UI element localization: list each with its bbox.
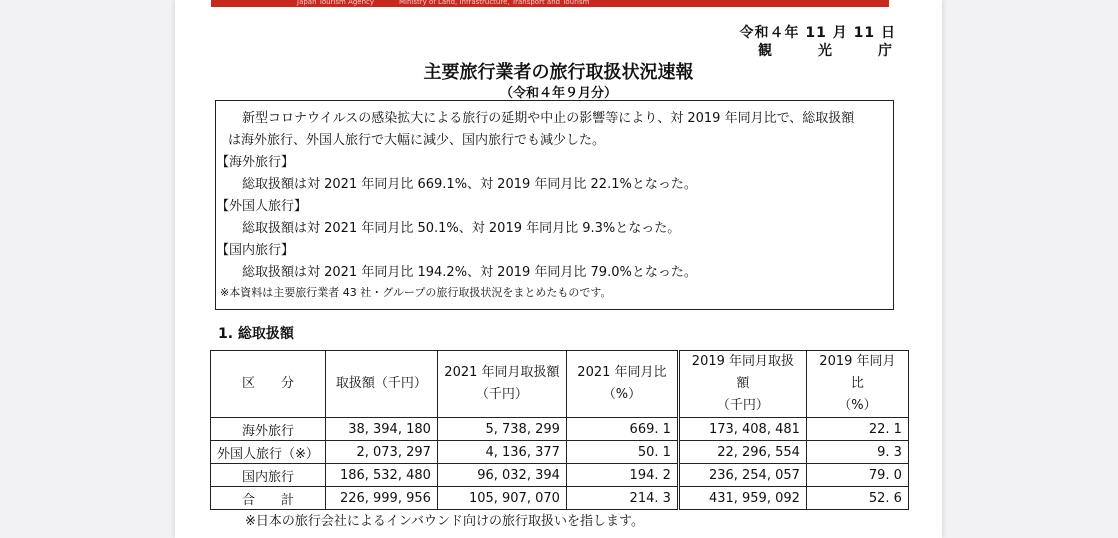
- cell-2021-ratio: 50. 1: [566, 441, 678, 464]
- summary-note: ※本資料は主要旅行業者 43 社・グループの旅行取扱状況をまとめたものです。: [220, 286, 612, 299]
- cell-2021-ratio: 669. 1: [566, 418, 678, 441]
- section-title: 1. 総取扱額: [218, 326, 294, 342]
- foreign-text: 総取扱額は対 2021 年同月比 50.1%、対 2019 年同月比 9.3%となった。: [242, 221, 681, 236]
- cell-2021-amount: 105, 907, 070: [437, 487, 566, 510]
- table-footnote: ※日本の旅行会社によるインバウンド向けの旅行取扱いを指します。: [245, 514, 644, 529]
- cell-amount: 226, 999, 956: [325, 487, 437, 510]
- foreign-heading: 【外国人旅行】: [216, 199, 308, 214]
- cell-2021-amount: 96, 032, 394: [437, 464, 566, 487]
- agency-char-3: 庁: [878, 43, 892, 59]
- cell-2019-amount: 173, 408, 481: [678, 418, 806, 441]
- issue-date: 令和４年 11 月 11 日: [739, 25, 896, 41]
- cell-2019-amount: 22, 296, 554: [678, 441, 806, 464]
- cell-2021-amount: 5, 738, 299: [437, 418, 566, 441]
- header-2021-ratio: 2021 年同月比 （%）: [566, 351, 678, 418]
- banner-left-text: Japan Tourism Agency: [297, 0, 375, 6]
- header-2019-ratio: 2019 年同月比 （%）: [806, 351, 908, 418]
- summary-box: [215, 100, 894, 310]
- table-header-row: [211, 351, 909, 418]
- header-amount: 取扱額（千円）: [325, 351, 437, 418]
- cell-2019-amount: 431, 959, 092: [678, 487, 806, 510]
- banner-right-text: Ministry of Land, Infrastructure, Transport and Tourism: [399, 0, 590, 6]
- document-subtitle: （令和４年９月分）: [499, 86, 617, 101]
- document-page: [175, 0, 942, 538]
- table-row: [211, 487, 909, 510]
- totals-table: [210, 350, 909, 510]
- cell-2021-amount: 4, 136, 377: [437, 441, 566, 464]
- cell-2019-ratio: 79. 0: [806, 464, 908, 487]
- agency-banner: [211, 0, 889, 7]
- agency-name: [758, 40, 892, 60]
- agency-char-1: 観: [758, 43, 772, 59]
- cell-2021-ratio: 214. 3: [566, 487, 678, 510]
- domestic-heading: 【国内旅行】: [216, 243, 295, 258]
- cell-2019-ratio: 9. 3: [806, 441, 908, 464]
- cell-amount: 186, 532, 480: [325, 464, 437, 487]
- document-title: 主要旅行業者の旅行取扱状況速報: [423, 62, 694, 83]
- cell-2019-ratio: 22. 1: [806, 418, 908, 441]
- header-category: 区 分: [211, 351, 326, 418]
- row-label: 合 計: [211, 487, 326, 510]
- domestic-text: 総取扱額は対 2021 年同月比 194.2%、対 2019 年同月比 79.0%となった。: [242, 265, 697, 280]
- overseas-heading: 【海外旅行】: [216, 155, 295, 170]
- table-row: [211, 464, 909, 487]
- row-label: 外国人旅行（※）: [211, 441, 326, 464]
- summary-intro-line-2: は海外旅行、外国人旅行で大幅に減少、国内旅行でも減少した。: [228, 133, 606, 148]
- overseas-text: 総取扱額は対 2021 年同月比 669.1%、対 2019 年同月比 22.1%となった。: [242, 177, 697, 192]
- cell-2019-ratio: 52. 6: [806, 487, 908, 510]
- header-2021-amount: 2021 年同月取扱額 （千円）: [437, 351, 566, 418]
- table-row: [211, 418, 909, 441]
- cell-2019-amount: 236, 254, 057: [678, 464, 806, 487]
- table-row: [211, 441, 909, 464]
- header-2019-amount: 2019 年同月取扱額 （千円）: [678, 351, 806, 418]
- row-label: 海外旅行: [211, 418, 326, 441]
- row-label: 国内旅行: [211, 464, 326, 487]
- agency-char-2: 光: [818, 43, 832, 59]
- cell-amount: 2, 073, 297: [325, 441, 437, 464]
- cell-2021-ratio: 194. 2: [566, 464, 678, 487]
- cell-amount: 38, 394, 180: [325, 418, 437, 441]
- summary-intro-line-1: 新型コロナウイルスの感染拡大による旅行の延期や中止の影響等により、対 2019 年同月比で、総取扱額: [242, 111, 855, 126]
